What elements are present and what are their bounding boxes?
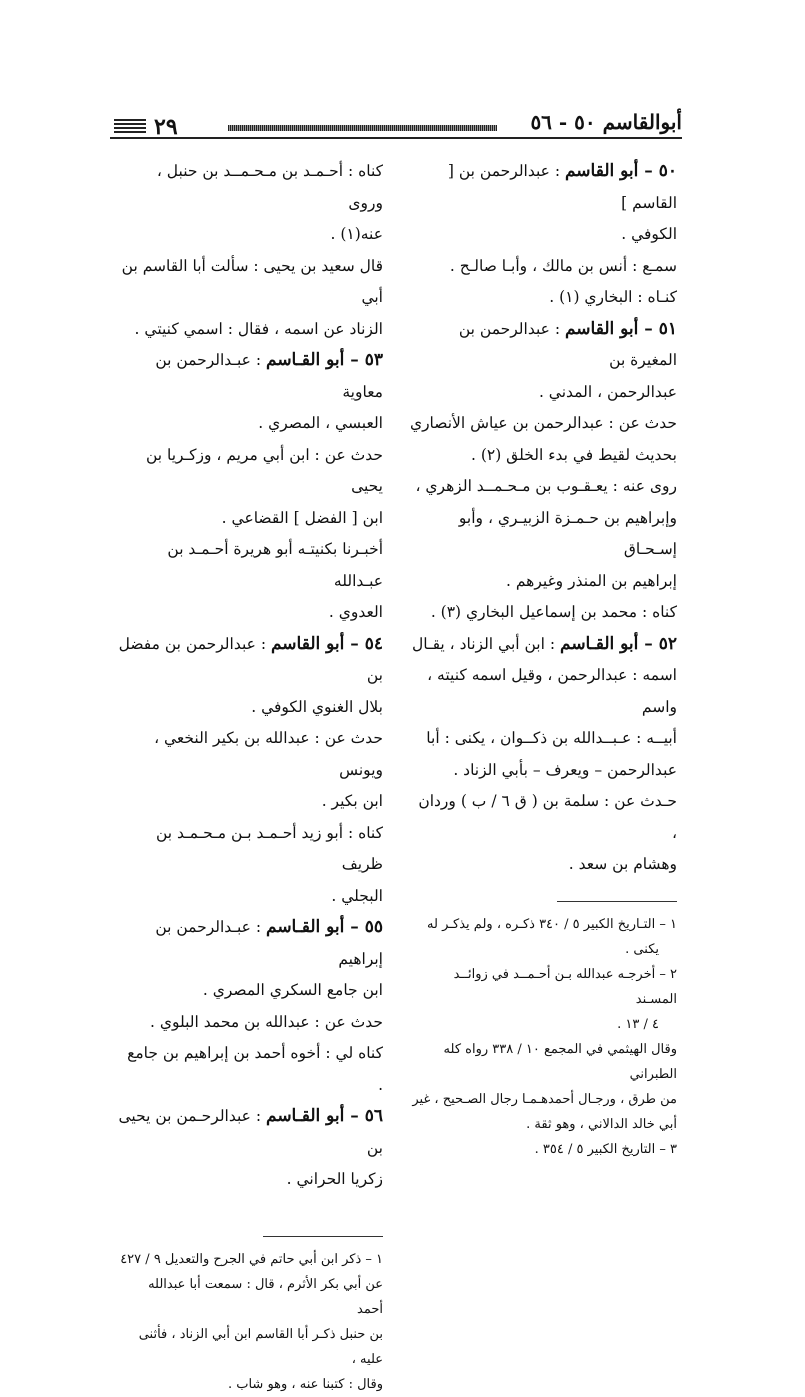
right-column [409,156,677,1162]
entry-text: بحديث لقيط في بدء الخلق (٢) . [470,445,677,464]
text-line [118,1007,383,1039]
text-line [409,786,677,849]
footnote-line: ١ – التـاريخ الكبير ٥ / ٣٤٠ ذكـره ، ولم يذكـر له [427,916,677,932]
left-column-text [118,156,383,1196]
text-line [409,377,677,409]
text-line [118,408,383,440]
entry-text: سمـع : أنس بن مالك ، وأبـا صالـح . [449,256,677,275]
entry-heading: أبو القـاسم [266,1106,345,1126]
entry-text: وإبراهيم بن حـمـزة الزبيـري ، وأبو إسـحـاق [458,508,677,558]
entry-number: ٥٠ – [638,161,677,181]
entry-text: : عبدالرحـمن بن يحيى بن [118,1107,383,1157]
footnote-line: وقال : كتبنا عنه ، وهو شاب . [227,1376,383,1392]
text-line [118,1101,383,1164]
text-line [118,786,383,818]
entry-number: ٥١ – [638,318,677,339]
text-line [409,723,677,755]
text-line [118,1038,383,1101]
text-line [409,219,677,251]
footnote-line: يكنى . [625,941,659,957]
entry-text: : ابن أبي الزناد ، يقـال [412,634,560,653]
text-line [118,597,383,629]
header-title: أبوالقاسم ٥٠ - ٥٦ [530,110,682,134]
entry-text: أخبـرنا بكنيتـه أبو هريرة أحـمـد بن عبـدالله [167,540,383,590]
entry-text: قال سعيد بن يحيى : سألت أبا القاسم بن أبي [121,256,383,306]
entry-text: كناه : أحـمـد بن مـحـمــد بن حنبل ، وروى [156,162,383,212]
footnote-line: وقال الهيثمي في المجمع ١٠ / ٣٣٨ رواه كله الطبراني [443,1041,677,1082]
text-line [409,660,677,723]
header-rule [228,125,497,131]
entry-heading: أبو القـاسم [560,633,639,654]
text-line [118,629,383,692]
entry-text: ابن جامع السكري المصري . [202,981,383,999]
entry-text: ابن بكير . [321,792,383,810]
footnote-line: ٤ / ١٣ . [617,1016,659,1032]
header-underline [110,137,682,139]
text-line [409,629,677,661]
text-line [118,975,383,1007]
entry-text: كناه : أبو زيد أحـمـد بـن مـحـمـد بن ظريف [155,823,383,873]
entry-text: عبدالرحمن – ويعرف – بأبي الزناد . [453,760,677,779]
text-line [409,849,677,881]
left-column [118,156,383,1397]
text-line [118,1164,383,1196]
footnote-separator [263,1236,383,1237]
entry-text: : عبدالرحمن بن المغيرة بن [458,319,677,369]
entry-text: البجلي . [331,886,383,905]
text-line [409,440,677,472]
entry-text: حدث عن : عبدالله بن بكير النخعي ، ويونس [154,729,383,779]
entry-text: ابن [ الفضل ] القضاعي . [221,508,383,527]
entry-heading: أبو القاسم [564,318,639,339]
text-line [409,408,677,440]
entry-number: ٥٢ – [638,633,677,654]
footnote-line: عن أبي بكر الأثرم ، قال : سمعت أبا عبدالله أحمد [148,1276,383,1317]
entry-text: أبيــه : عـبــدالله بن ذكــوان ، يكنى : أبا [426,729,677,747]
entry-text: روى عنه : يعـقـوب بن مـحـمــد الزهري ، [415,477,677,495]
entry-number: ٥٣ – [344,350,383,370]
text-line [118,219,383,251]
text-line [409,251,677,283]
text-line [118,723,383,786]
text-line [118,818,383,881]
entry-text: : عبـدالرحمن بن معاوية [155,351,383,401]
entry-text: : عبدالرحمن بن مفضل بن [118,634,383,684]
entry-text: الزناد عن اسمه ، فقال : اسمي كنيتي . [134,319,383,338]
text-line [118,156,383,219]
entry-text: اسمه : عبدالرحمن ، وقيل اسمه كنيته ، واسم [427,666,677,716]
entry-text: العدوي . [328,603,383,621]
text-line [409,314,677,377]
text-line [118,440,383,503]
footnote-line: من طرق ، ورجـال أحمدهـمـا رجال الصـحيح ، غير [412,1091,677,1107]
text-line [118,251,383,314]
entry-text: العبسي ، المصري . [258,414,383,432]
text-line [118,692,383,724]
text-line [409,597,677,629]
entry-text: : عبـدالرحمن بن إبراهيم [155,918,383,968]
entry-number: ٥٤ – [344,633,383,654]
text-line [118,345,383,408]
entry-text: زكريا الحراني . [286,1170,383,1188]
entry-text: حدث عن : عبدالله بن محمد البلوي . [149,1012,383,1031]
footnote-line: بن حنبل ذكـر أبا القاسم ابن أبي الزناد ، فأثنى عليه ، [138,1326,383,1367]
text-line [409,503,677,566]
entry-text: كناه لي : أخوه أحمد بن إبراهيم بن جامع . [127,1044,383,1094]
entry-text: بلال الغنوي الكوفي . [251,697,383,716]
entry-number: ٥٥ – [344,917,383,937]
entry-heading: أبو القاسم [270,633,345,654]
entry-heading: أبو القاسم [564,161,639,181]
entry-text: حدث عن : عبدالرحمن بن عياش الأنصاري [409,414,677,432]
entry-text: حـدث عن : سلمة بن ( ق ٦ / ب ) وردان ، [418,792,677,842]
text-line [118,881,383,913]
entry-heading: أبو القـاسم [266,350,345,370]
footnote-line: ٢ – أخرجـه عبدالله بـن أحـمــد في زوائــد المسـند [453,966,677,1007]
right-column-footnotes [409,912,677,1162]
right-column-text [409,156,677,881]
entry-text: الكوفي . [621,225,677,243]
entry-text: وهشام بن سعد . [568,855,677,873]
text-line [118,912,383,975]
footnote-line: أبي خالد الدالاني ، وهو ثقة . [526,1116,677,1132]
text-line [118,314,383,346]
header-ornament [114,119,146,133]
text-line [409,755,677,787]
text-line [409,471,677,503]
entry-text: عبدالرحمن ، المدني . [538,382,677,401]
entry-text: عنه(١) . [330,225,383,243]
entry-text: إبراهيم بن المنذر وغيرهم . [506,571,677,590]
text-line [118,534,383,597]
entry-text: كناه : محمد بن إسماعيل البخاري (٣) . [430,603,677,621]
entry-heading: أبو القـاسم [266,917,345,937]
page-number: ٢٩ [154,114,178,140]
footnote-line: ١ – ذكر ابن أبي حاتم في الجرح والتعديل ٩ / ٤٢٧ [120,1251,383,1267]
entry-text: كنـاه : البخاري (١) . [549,288,677,306]
entry-text: : عبدالرحمن بن [ القاسم ] [447,162,677,212]
text-line [409,156,677,219]
entry-number: ٥٦ – [344,1106,383,1126]
footnote-separator [557,901,677,902]
text-line [409,282,677,314]
text-line [118,503,383,535]
running-header [110,110,682,150]
entry-text: حدث عن : ابن أبي مريم ، وزكـريا بن يحيى [145,445,383,495]
text-line [409,566,677,598]
footnote-line: ٣ – التاريخ الكبير ٥ / ٣٥٤ . [534,1141,677,1157]
left-column-footnotes [118,1247,383,1397]
